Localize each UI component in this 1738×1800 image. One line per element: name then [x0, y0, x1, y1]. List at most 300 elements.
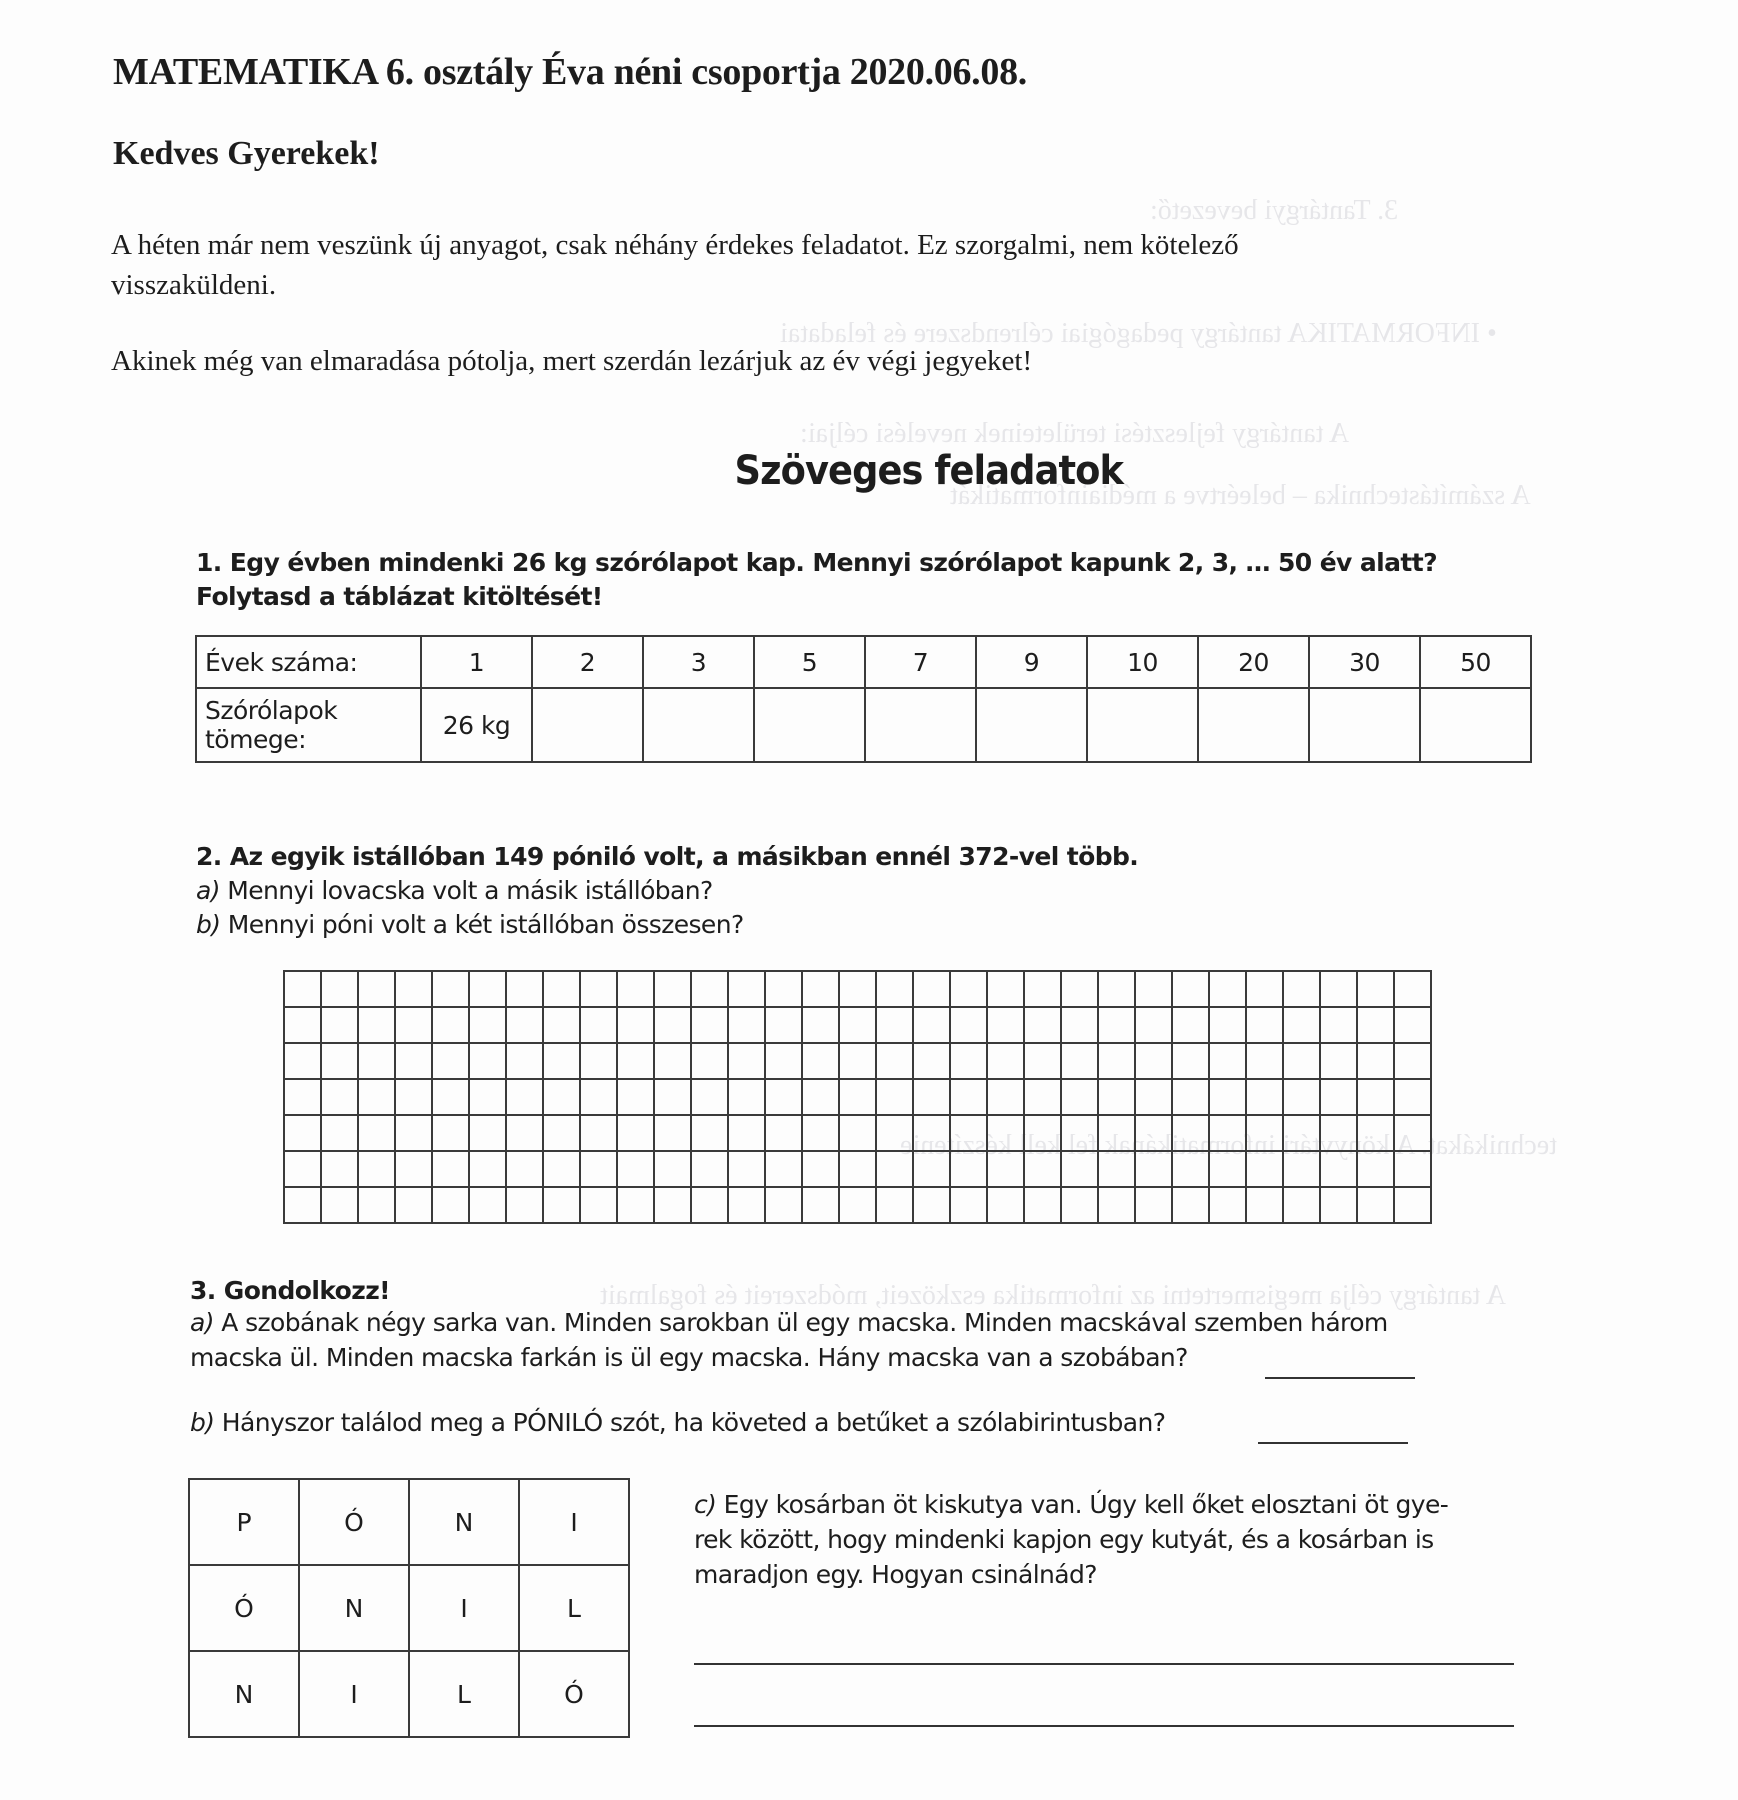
- part-b-text: Mennyi póni volt a két istállóban összesen?: [220, 910, 744, 939]
- grid-cell[interactable]: [1024, 1187, 1061, 1223]
- grid-cell[interactable]: [284, 1115, 321, 1151]
- grid-cell[interactable]: [432, 1043, 469, 1079]
- grid-cell[interactable]: [358, 1151, 395, 1187]
- grid-cell[interactable]: [1135, 1079, 1172, 1115]
- grid-cell[interactable]: [1394, 1115, 1431, 1151]
- grid-cell[interactable]: [1172, 1115, 1209, 1151]
- maze-cell: I: [519, 1479, 629, 1565]
- grid-cell[interactable]: [987, 1187, 1024, 1223]
- grid-cell[interactable]: [765, 1187, 802, 1223]
- grid-cell[interactable]: [1246, 1043, 1283, 1079]
- grid-cell[interactable]: [950, 971, 987, 1007]
- notice-paragraph: Akinek még van elmaradása pótolja, mert szerdán lezárjuk az év végi jegyeket!: [111, 345, 1033, 377]
- grid-cell[interactable]: [1320, 1079, 1357, 1115]
- grid-cell[interactable]: [691, 1187, 728, 1223]
- grid-cell[interactable]: [1135, 1187, 1172, 1223]
- grid-cell[interactable]: [506, 1043, 543, 1079]
- grid-cell[interactable]: [1061, 1187, 1098, 1223]
- grid-cell[interactable]: [691, 1007, 728, 1043]
- grid-cell[interactable]: [469, 1115, 506, 1151]
- grid-cell[interactable]: [432, 971, 469, 1007]
- greeting: Kedves Gyerekek!: [113, 135, 380, 172]
- grid-cell[interactable]: [321, 1079, 358, 1115]
- grid-cell[interactable]: [876, 1043, 913, 1079]
- grid-cell[interactable]: [802, 1115, 839, 1151]
- grid-cell[interactable]: [1135, 971, 1172, 1007]
- grid-cell[interactable]: [839, 1115, 876, 1151]
- grid-cell[interactable]: [802, 1007, 839, 1043]
- grid-cell[interactable]: [950, 1115, 987, 1151]
- year-cell: 50: [1420, 636, 1531, 688]
- grid-cell[interactable]: [1061, 1151, 1098, 1187]
- part-a-label: a): [190, 1308, 214, 1337]
- grid-cell[interactable]: [543, 1043, 580, 1079]
- grid-cell[interactable]: [1209, 1187, 1246, 1223]
- grid-cell[interactable]: [1135, 1151, 1172, 1187]
- grid-cell[interactable]: [839, 1151, 876, 1187]
- grid-cell[interactable]: [987, 1007, 1024, 1043]
- bleed-through-text: A számítástechnika – beleértve a médiainformatikát: [950, 480, 1531, 511]
- grid-cell[interactable]: [469, 1079, 506, 1115]
- grid-cell[interactable]: [728, 1187, 765, 1223]
- weight-cell[interactable]: [754, 688, 865, 762]
- grid-cell[interactable]: [1246, 1115, 1283, 1151]
- weight-cell[interactable]: [976, 688, 1087, 762]
- grid-cell[interactable]: [321, 1043, 358, 1079]
- worksheet-title: Szöveges feladatok: [734, 448, 1124, 494]
- grid-cell[interactable]: [1098, 1079, 1135, 1115]
- grid-cell[interactable]: [1246, 1079, 1283, 1115]
- grid-cell[interactable]: [395, 1079, 432, 1115]
- maze-cell: N: [189, 1651, 299, 1737]
- grid-cell[interactable]: [654, 1115, 691, 1151]
- grid-cell[interactable]: [1024, 1115, 1061, 1151]
- grid-cell[interactable]: [765, 1079, 802, 1115]
- grid-cell[interactable]: [543, 1007, 580, 1043]
- grid-cell[interactable]: [358, 1079, 395, 1115]
- grid-cell[interactable]: [1135, 1007, 1172, 1043]
- grid-cell[interactable]: [765, 1151, 802, 1187]
- grid-cell[interactable]: [728, 1043, 765, 1079]
- maze-cell: N: [299, 1565, 409, 1651]
- grid-cell[interactable]: [580, 1043, 617, 1079]
- weight-cell[interactable]: [1420, 688, 1531, 762]
- grid-cell[interactable]: [358, 1007, 395, 1043]
- maze-cell: L: [409, 1651, 519, 1737]
- grid-cell[interactable]: [617, 1043, 654, 1079]
- grid-cell[interactable]: [876, 1151, 913, 1187]
- part-a-label: a): [196, 876, 220, 905]
- grid-cell[interactable]: [728, 1007, 765, 1043]
- grid-cell[interactable]: [617, 1007, 654, 1043]
- grid-cell[interactable]: [913, 1187, 950, 1223]
- bleed-through-text: A tantárgy célja megismertetni az informatika eszközeit, módszereit és fogalmait: [600, 1280, 1507, 1311]
- grid-cell[interactable]: [913, 1043, 950, 1079]
- grid-cell[interactable]: [543, 1079, 580, 1115]
- years-table: [195, 635, 1532, 763]
- grid-cell[interactable]: [1320, 1043, 1357, 1079]
- grid-cell[interactable]: [284, 1151, 321, 1187]
- grid-cell[interactable]: [1209, 1079, 1246, 1115]
- grid-cell[interactable]: [1172, 1079, 1209, 1115]
- grid-cell[interactable]: [506, 1115, 543, 1151]
- task2-part-b: [196, 910, 744, 939]
- part-c-label: c): [694, 1490, 717, 1519]
- years-row: [196, 636, 1531, 688]
- grid-cell[interactable]: [1024, 1151, 1061, 1187]
- grid-cell[interactable]: [1283, 1043, 1320, 1079]
- grid-row: [284, 1187, 1431, 1223]
- grid-cell[interactable]: [987, 1079, 1024, 1115]
- grid-cell[interactable]: [728, 1079, 765, 1115]
- year-cell: 30: [1309, 636, 1420, 688]
- grid-cell[interactable]: [1135, 1043, 1172, 1079]
- grid-cell[interactable]: [506, 1007, 543, 1043]
- maze-row: [189, 1479, 629, 1565]
- intro-line-2: visszaküldeni.: [111, 269, 277, 301]
- maze-cell: N: [409, 1479, 519, 1565]
- bleed-through-text: A tantárgy fejlesztési területeinek nevelési céljai:: [800, 418, 1350, 449]
- grid-cell[interactable]: [432, 1079, 469, 1115]
- grid-cell[interactable]: [1283, 1079, 1320, 1115]
- grid-cell[interactable]: [321, 1187, 358, 1223]
- grid-cell[interactable]: [469, 1151, 506, 1187]
- grid-cell[interactable]: [617, 1187, 654, 1223]
- grid-cell[interactable]: [321, 1115, 358, 1151]
- intro-paragraph: [111, 225, 1511, 305]
- grid-cell[interactable]: [284, 1187, 321, 1223]
- grid-cell[interactable]: [284, 971, 321, 1007]
- grid-cell[interactable]: [617, 1115, 654, 1151]
- grid-cell[interactable]: [1283, 1151, 1320, 1187]
- year-cell: 3: [643, 636, 754, 688]
- answer-line-b[interactable]: [1258, 1442, 1408, 1444]
- grid-cell[interactable]: [950, 1079, 987, 1115]
- maze-cell: I: [409, 1565, 519, 1651]
- grid-cell[interactable]: [358, 1043, 395, 1079]
- grid-cell[interactable]: [691, 1151, 728, 1187]
- grid-cell[interactable]: [654, 1043, 691, 1079]
- grid-cell[interactable]: [913, 1115, 950, 1151]
- grid-cell[interactable]: [1320, 1151, 1357, 1187]
- weights-label-line-1: Szórólapok: [205, 696, 338, 725]
- grid-cell[interactable]: [1172, 1151, 1209, 1187]
- grid-row: [284, 971, 1431, 1007]
- grid-cell[interactable]: [432, 1187, 469, 1223]
- task1-instruction: Folytasd a táblázat kitöltését!: [196, 582, 603, 611]
- year-cell: 10: [1087, 636, 1198, 688]
- grid-cell[interactable]: [1394, 1187, 1431, 1223]
- maze-cell: L: [519, 1565, 629, 1651]
- grid-cell[interactable]: [1209, 1007, 1246, 1043]
- grid-cell[interactable]: [1024, 1043, 1061, 1079]
- grid-cell[interactable]: [1320, 1007, 1357, 1043]
- grid-cell[interactable]: [913, 1079, 950, 1115]
- grid-cell[interactable]: [1320, 1187, 1357, 1223]
- grid-cell[interactable]: [1357, 1007, 1394, 1043]
- grid-cell[interactable]: [469, 1187, 506, 1223]
- grid-cell[interactable]: [654, 971, 691, 1007]
- grid-cell[interactable]: [765, 1007, 802, 1043]
- year-cell: 9: [976, 636, 1087, 688]
- grid-cell[interactable]: [580, 1079, 617, 1115]
- task3-part-c-line-1: [694, 1490, 1448, 1519]
- grid-cell[interactable]: [395, 1007, 432, 1043]
- grid-cell[interactable]: [1246, 1151, 1283, 1187]
- grid-cell[interactable]: [839, 1043, 876, 1079]
- year-cell: 1: [421, 636, 532, 688]
- grid-cell[interactable]: [1357, 1187, 1394, 1223]
- grid-cell[interactable]: [1172, 1043, 1209, 1079]
- grid-cell[interactable]: [1098, 1187, 1135, 1223]
- grid-cell[interactable]: [765, 971, 802, 1007]
- grid-cell[interactable]: [802, 1079, 839, 1115]
- grid-cell[interactable]: [913, 1151, 950, 1187]
- intro-line-1: A héten már nem veszünk új anyagot, csak néhány érdekes feladatot. Ez szorgalmi, nem kötelező: [111, 229, 1239, 261]
- grid-cell[interactable]: [987, 971, 1024, 1007]
- grid-cell[interactable]: [1098, 971, 1135, 1007]
- year-cell: 5: [754, 636, 865, 688]
- weight-cell[interactable]: [532, 688, 643, 762]
- maze-cell: Ó: [299, 1479, 409, 1565]
- grid-cell[interactable]: [1024, 1007, 1061, 1043]
- grid-cell[interactable]: [321, 1151, 358, 1187]
- grid-cell[interactable]: [543, 971, 580, 1007]
- grid-cell[interactable]: [691, 1115, 728, 1151]
- part-a-text: Mennyi lovacska volt a másik istállóban?: [219, 876, 713, 905]
- part-b-label: b): [196, 910, 221, 939]
- grid-cell[interactable]: [1394, 971, 1431, 1007]
- grid-cell[interactable]: [469, 971, 506, 1007]
- grid-cell[interactable]: [506, 1151, 543, 1187]
- grid-cell[interactable]: [1172, 971, 1209, 1007]
- grid-cell[interactable]: [839, 971, 876, 1007]
- bleed-through-text: technikákat. A könyvtári informatikának fel kell készítenie: [900, 1130, 1558, 1161]
- grid-cell[interactable]: [1357, 971, 1394, 1007]
- grid-cell[interactable]: [1283, 1007, 1320, 1043]
- task3-part-c-line-2: rek között, hogy mindenki kapjon egy kutyát, és a kosárban is: [694, 1525, 1434, 1554]
- weights-row-label: [196, 688, 421, 762]
- grid-cell[interactable]: [1098, 1043, 1135, 1079]
- grid-cell[interactable]: [950, 1007, 987, 1043]
- grid-cell[interactable]: [1098, 1007, 1135, 1043]
- bleed-through-text: • INFORMATIKA tantárgy pedagógiai célrendszere és feladatai: [780, 318, 1497, 349]
- grid-cell[interactable]: [1024, 1079, 1061, 1115]
- grid-cell[interactable]: [987, 1151, 1024, 1187]
- grid-cell[interactable]: [1172, 1007, 1209, 1043]
- grid-cell[interactable]: [728, 1115, 765, 1151]
- part-b-text: Hányszor találod meg a PÓNILÓ szót, ha követed a betűket a szólabirintusban?: [214, 1408, 1166, 1437]
- grid-cell[interactable]: [950, 1151, 987, 1187]
- grid-cell[interactable]: [1098, 1115, 1135, 1151]
- grid-cell[interactable]: [284, 1043, 321, 1079]
- part-b-label: b): [190, 1408, 215, 1437]
- grid-cell[interactable]: [1024, 971, 1061, 1007]
- grid-cell[interactable]: [802, 971, 839, 1007]
- grid-cell[interactable]: [469, 1043, 506, 1079]
- grid-cell[interactable]: [1246, 1007, 1283, 1043]
- task1-question: 1. Egy évben mindenki 26 kg szórólapot kap. Mennyi szórólapot kapunk 2, 3, … 50 év alatt?: [196, 548, 1437, 577]
- grid-cell[interactable]: [950, 1043, 987, 1079]
- year-cell: 2: [532, 636, 643, 688]
- grid-cell[interactable]: [1357, 1151, 1394, 1187]
- grid-cell[interactable]: [1098, 1151, 1135, 1187]
- weight-cell[interactable]: [643, 688, 754, 762]
- grid-cell[interactable]: [543, 1115, 580, 1151]
- grid-cell[interactable]: [617, 1079, 654, 1115]
- grid-cell[interactable]: [395, 1187, 432, 1223]
- grid-cell[interactable]: [1135, 1115, 1172, 1151]
- grid-cell[interactable]: [1320, 1115, 1357, 1151]
- grid-row: [284, 1115, 1431, 1151]
- grid-cell[interactable]: [654, 1151, 691, 1187]
- grid-cell[interactable]: [543, 1151, 580, 1187]
- grid-cell[interactable]: [358, 1115, 395, 1151]
- grid-cell[interactable]: [1172, 1187, 1209, 1223]
- grid-cell[interactable]: [432, 1007, 469, 1043]
- task3-part-c-line-3: maradjon egy. Hogyan csinálnád?: [694, 1560, 1097, 1589]
- grid-cell[interactable]: [1061, 1007, 1098, 1043]
- grid-cell[interactable]: [395, 1115, 432, 1151]
- grid-cell[interactable]: [691, 971, 728, 1007]
- grid-cell[interactable]: [1357, 1115, 1394, 1151]
- grid-cell[interactable]: [321, 971, 358, 1007]
- grid-cell[interactable]: [617, 1151, 654, 1187]
- grid-cell[interactable]: [1283, 1115, 1320, 1151]
- grid-cell[interactable]: [1357, 1043, 1394, 1079]
- grid-cell[interactable]: [580, 971, 617, 1007]
- grid-cell[interactable]: [728, 1151, 765, 1187]
- weight-cell[interactable]: [1198, 688, 1309, 762]
- grid-cell[interactable]: [617, 971, 654, 1007]
- grid-cell[interactable]: [506, 1079, 543, 1115]
- grid-cell[interactable]: [469, 1007, 506, 1043]
- grid-cell[interactable]: [1209, 971, 1246, 1007]
- grid-cell[interactable]: [432, 1151, 469, 1187]
- grid-cell[interactable]: [654, 1187, 691, 1223]
- word-maze: [188, 1478, 630, 1738]
- maze-cell: I: [299, 1651, 409, 1737]
- grid-cell[interactable]: [765, 1043, 802, 1079]
- grid-cell[interactable]: [1283, 971, 1320, 1007]
- grid-cell[interactable]: [691, 1043, 728, 1079]
- grid-row: [284, 1007, 1431, 1043]
- grid-cell[interactable]: [1061, 1115, 1098, 1151]
- grid-cell[interactable]: [765, 1115, 802, 1151]
- document-title: MATEMATIKA 6. osztály Éva néni csoportja 2020.06.08.: [113, 51, 1027, 93]
- grid-cell[interactable]: [321, 1007, 358, 1043]
- grid-cell[interactable]: [802, 1151, 839, 1187]
- grid-cell[interactable]: [876, 1115, 913, 1151]
- grid-cell[interactable]: [839, 1187, 876, 1223]
- weight-cell: 26 kg: [421, 688, 532, 762]
- grid-cell[interactable]: [284, 1079, 321, 1115]
- answer-line-c1[interactable]: [694, 1663, 1514, 1665]
- grid-cell[interactable]: [876, 1079, 913, 1115]
- grid-cell[interactable]: [580, 1151, 617, 1187]
- grid-row: [284, 1151, 1431, 1187]
- weight-cell[interactable]: [1309, 688, 1420, 762]
- grid-cell[interactable]: [358, 971, 395, 1007]
- grid-cell[interactable]: [1061, 971, 1098, 1007]
- part-a-text: A szobának négy sarka van. Minden sarokban ül egy macska. Minden macskával szemben három: [213, 1308, 1388, 1337]
- grid-cell[interactable]: [580, 1115, 617, 1151]
- maze-row: [189, 1651, 629, 1737]
- grid-cell[interactable]: [802, 1043, 839, 1079]
- weights-label-line-2: tömege:: [205, 725, 307, 754]
- grid-cell[interactable]: [987, 1115, 1024, 1151]
- grid-cell[interactable]: [1357, 1079, 1394, 1115]
- task2-part-a: [196, 876, 713, 905]
- grid-cell[interactable]: [1394, 1079, 1431, 1115]
- grid-cell[interactable]: [506, 1187, 543, 1223]
- answer-line-c2[interactable]: [694, 1725, 1514, 1727]
- grid-cell[interactable]: [876, 1007, 913, 1043]
- grid-cell[interactable]: [1246, 971, 1283, 1007]
- grid-cell[interactable]: [1283, 1187, 1320, 1223]
- answer-line-a[interactable]: [1265, 1377, 1415, 1379]
- grid-cell[interactable]: [284, 1007, 321, 1043]
- grid-cell[interactable]: [654, 1079, 691, 1115]
- grid-cell[interactable]: [913, 971, 950, 1007]
- year-cell: 7: [865, 636, 976, 688]
- grid-cell[interactable]: [1320, 971, 1357, 1007]
- task3-part-a-line-1: [190, 1308, 1388, 1337]
- grid-cell[interactable]: [913, 1007, 950, 1043]
- grid-cell[interactable]: [1394, 1007, 1431, 1043]
- calculation-grid[interactable]: [283, 970, 1432, 1224]
- grid-cell[interactable]: [1246, 1187, 1283, 1223]
- maze-cell: Ó: [519, 1651, 629, 1737]
- grid-cell[interactable]: [395, 971, 432, 1007]
- grid-cell[interactable]: [654, 1007, 691, 1043]
- grid-cell[interactable]: [543, 1187, 580, 1223]
- maze-cell: P: [189, 1479, 299, 1565]
- grid-cell[interactable]: [432, 1115, 469, 1151]
- grid-cell[interactable]: [580, 1007, 617, 1043]
- grid-cell[interactable]: [691, 1079, 728, 1115]
- grid-row: [284, 1079, 1431, 1115]
- grid-cell[interactable]: [1209, 1043, 1246, 1079]
- maze-row: [189, 1565, 629, 1651]
- grid-cell[interactable]: [506, 971, 543, 1007]
- task3-part-b: [190, 1408, 1165, 1437]
- grid-cell[interactable]: [1209, 1151, 1246, 1187]
- grid-cell[interactable]: [1394, 1043, 1431, 1079]
- maze-cell: Ó: [189, 1565, 299, 1651]
- grid-cell[interactable]: [802, 1187, 839, 1223]
- grid-cell[interactable]: [395, 1043, 432, 1079]
- grid-cell[interactable]: [987, 1043, 1024, 1079]
- grid-cell[interactable]: [580, 1187, 617, 1223]
- grid-cell[interactable]: [395, 1151, 432, 1187]
- grid-cell[interactable]: [1394, 1151, 1431, 1187]
- grid-cell[interactable]: [839, 1007, 876, 1043]
- grid-cell[interactable]: [876, 1187, 913, 1223]
- grid-cell[interactable]: [950, 1187, 987, 1223]
- part-c-text: Egy kosárban öt kiskutya van. Úgy kell őket elosztani öt gye-: [716, 1490, 1449, 1519]
- grid-cell[interactable]: [728, 971, 765, 1007]
- grid-cell[interactable]: [1061, 1043, 1098, 1079]
- grid-cell[interactable]: [1061, 1079, 1098, 1115]
- weight-cell[interactable]: [865, 688, 976, 762]
- grid-cell[interactable]: [1209, 1115, 1246, 1151]
- weight-cell[interactable]: [1087, 688, 1198, 762]
- grid-cell[interactable]: [358, 1187, 395, 1223]
- grid-cell[interactable]: [876, 971, 913, 1007]
- grid-cell[interactable]: [839, 1079, 876, 1115]
- grid-row: [284, 1043, 1431, 1079]
